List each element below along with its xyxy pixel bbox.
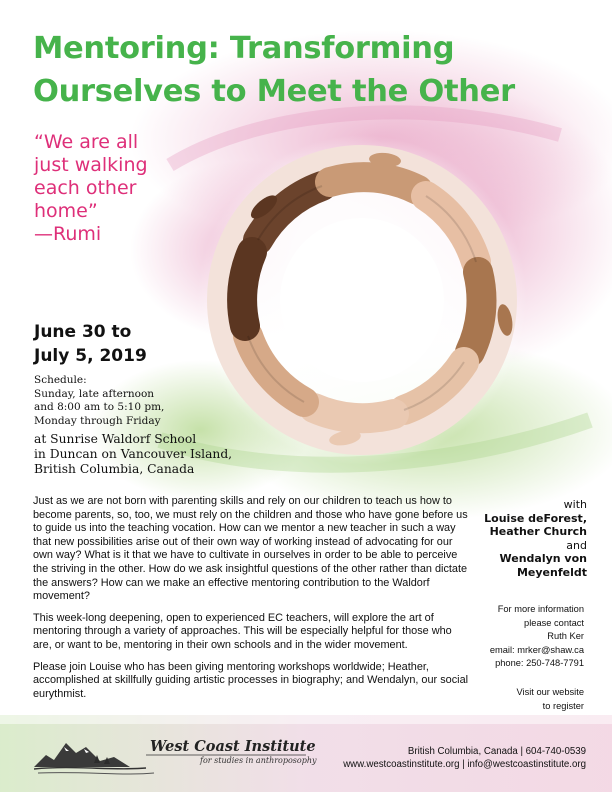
presenter-name: Louise deForest, (484, 511, 587, 525)
title-line-1: Mentoring: Transforming (33, 31, 455, 66)
event-schedule (34, 374, 164, 428)
event-venue (34, 432, 232, 477)
logo-name: West Coast Institute (150, 738, 316, 755)
schedule-line: and 8:00 am to 5:10 pm, (34, 401, 165, 413)
website-line: to register (542, 700, 584, 711)
venue-line: British Columbia, Canada (34, 462, 195, 476)
schedule-line: Schedule: (34, 374, 87, 386)
contact-phone: phone: 250-748-7791 (495, 658, 584, 668)
contact-line: For more information (497, 604, 584, 614)
footer-links[interactable]: www.westcoastinstitute.org | info@westcoastinstitute.org (343, 759, 586, 770)
presenter-name: Heather Church (489, 525, 587, 538)
and-label: and (566, 538, 587, 552)
venue-line: at Sunrise Waldorf School (34, 432, 197, 446)
rumi-quote (34, 131, 184, 246)
quote-line: home” (34, 200, 98, 222)
quote-attribution: —Rumi (34, 223, 102, 245)
venue-line: in Duncan on Vancouver Island, (34, 447, 233, 461)
quote-line: “We are all (34, 131, 139, 153)
body-paragraph: Please join Louise who has been giving mentoring workshops worldwide; Heather, accomplished at skillfully guiding artistic processes in biography; and Wendalyn, our social eurythmist. (33, 660, 469, 700)
website-line: Visit our website (516, 687, 584, 697)
with-label: with (563, 498, 587, 511)
dates-line-2: July 5, 2019 (34, 346, 147, 366)
title-line-2: Ourselves to Meet the Other (33, 74, 515, 109)
presenter-name: Wendalyn von (499, 552, 587, 565)
footer-line: British Columbia, Canada | 604-740-0539 (407, 746, 586, 757)
dates-line-1: June 30 to (34, 322, 132, 342)
circle-of-hands-photo (197, 135, 527, 465)
quote-line: just walking (34, 154, 148, 176)
body-paragraph: This week-long deepening, open to experienced EC teachers, will explore the art of mentoring through a variety of approaches. This will be especially helpful for those who are, or want to be, mentoring in their own schools and in the wider movement. (33, 611, 452, 651)
website-note (470, 686, 584, 713)
contact-email[interactable]: email: mrker@shaw.ca (489, 644, 584, 655)
schedule-line: Monday through Friday (34, 414, 161, 427)
contact-line: please contact (524, 617, 584, 628)
presenter-name: Meyenfeldt (516, 565, 587, 579)
contact-name: Ruth Ker (547, 631, 584, 641)
logo-subtitle: for studies in anthroposophy (200, 756, 317, 765)
body-paragraph: Just as we are not born with parenting skills and rely on our children to teach us how to become parents, so, too, we must rely on the children and those who have gone before us to guide us into the teaching vocation. How can we mentor a new teacher in such a way that new possibilities arise out of their own way of working instead of advocating for our own way? What is it that we have to cultivate in ourselves in order to be able to perceive the striving in the other. How do we ask insightful questions of the other rather than dictate the answers? How can we make an effective mentoring contribution to the Waldorf movement? (33, 495, 468, 603)
schedule-line: Sunday, late afternoon (34, 387, 155, 400)
presenters (470, 498, 587, 579)
quote-line: each other (34, 177, 137, 199)
contact-info (470, 603, 584, 671)
event-dates (34, 320, 147, 368)
description-body (33, 495, 473, 709)
footer-contact (343, 745, 586, 771)
